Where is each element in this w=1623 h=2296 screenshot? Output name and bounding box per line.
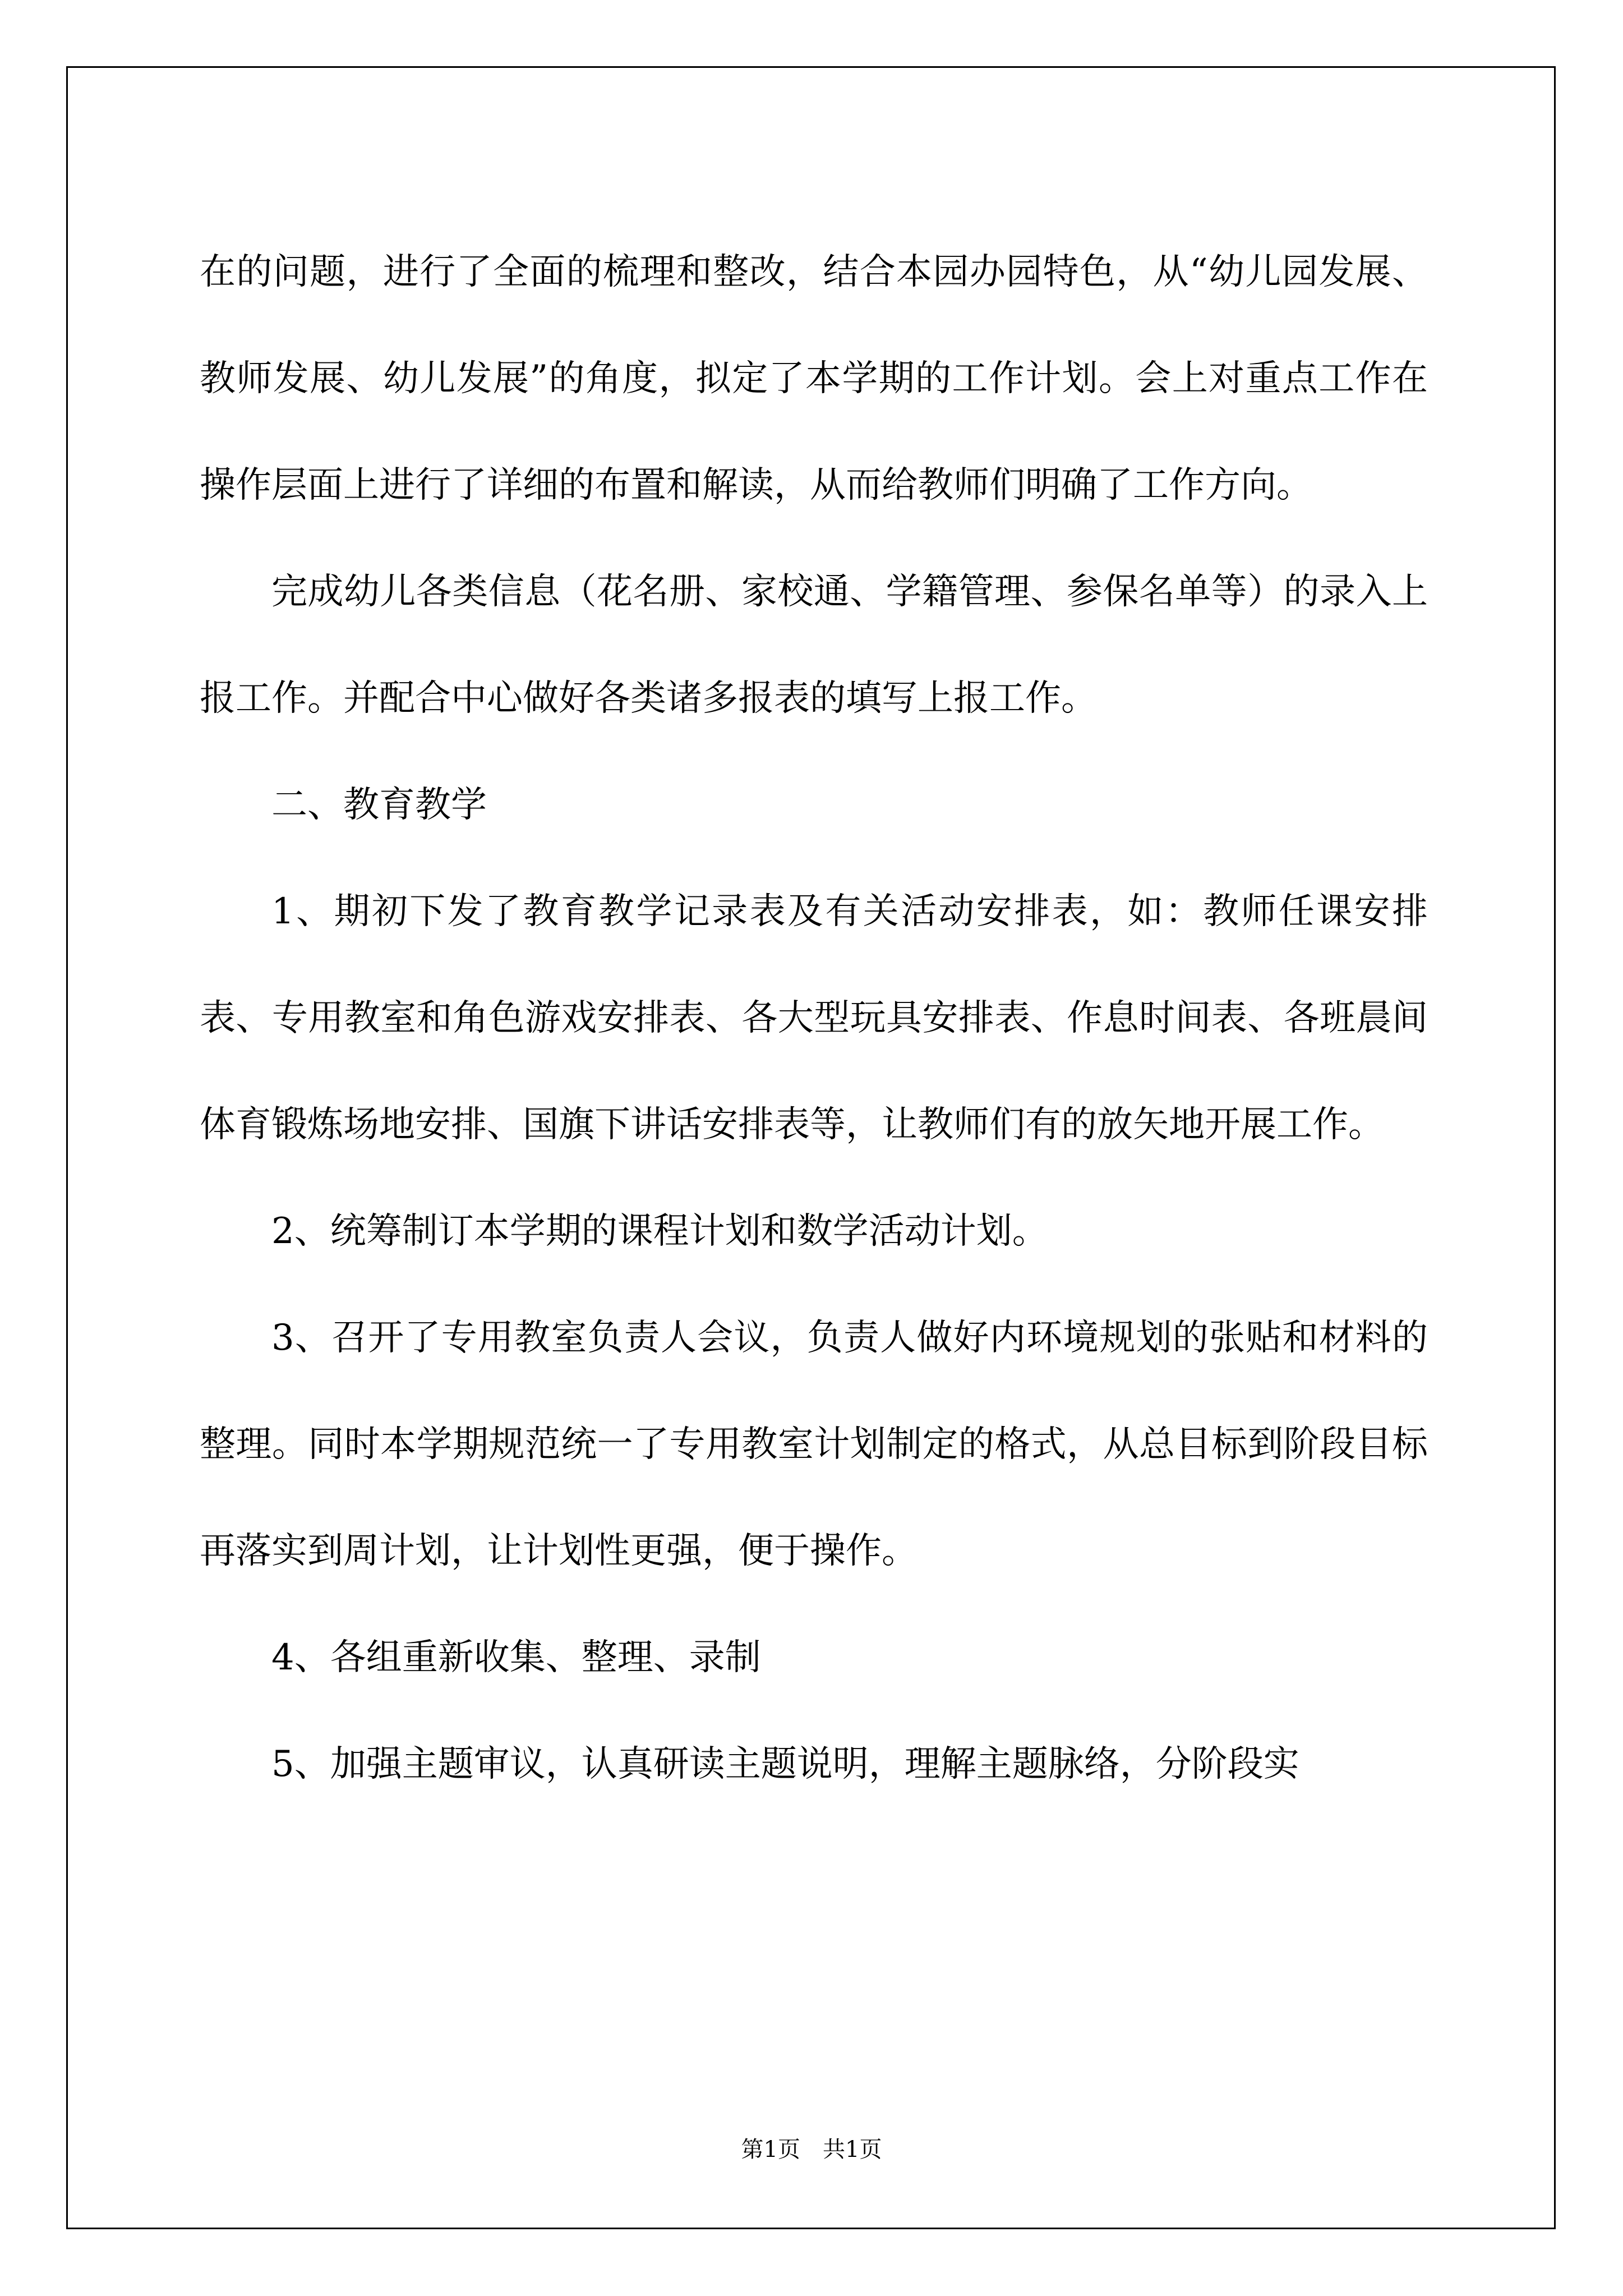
section-heading-education: 二、教育教学 (271, 784, 487, 826)
paragraph-info-entry: 完成幼儿各类信息（花名册、家校通、学籍管理、参保名单等）的录入上报工作。并配合中心做好各类诸多报表的填写上报工作。 (200, 571, 1428, 719)
paragraph-item-2: 2、统筹制订本学期的课程计划和数学活动计划。 (271, 1211, 1048, 1252)
paragraph-item-1: 1、期初下发了教育教学记录表及有关活动安排表，如：教师任课安排表、专用教室和角色游戏安排表、各大型玩具安排表、作息时间表、各班晨间体育锻炼场地安排、国旗下讲话安排表等，让教师们有的放矢地开展工作。 (200, 891, 1428, 1145)
document-body (200, 219, 1428, 1818)
paragraph-item-5: 5、加强主题审议，认真研读主题说明，理解主题脉络，分阶段实 (271, 1743, 1299, 1785)
paragraph-continuation: 在的问题，进行了全面的梳理和整改，结合本园办园特色，从“幼儿园发展、教师发展、幼儿发展”的角度，拟定了本学期的工作计划。会上对重点工作在操作层面上进行了详细的布置和解读，从而给教师们明确了工作方向。 (200, 251, 1428, 506)
page-number-footer: 第1页 共1页 (741, 2137, 882, 2162)
paragraph-item-3: 3、召开了专用教室负责人会议，负责人做好内环境规划的张贴和材料的整理。同时本学期规范统一了专用教室计划制定的格式，从总目标到阶段目标再落实到周计划，让计划性更强，便于操作。 (200, 1317, 1428, 1572)
paragraph-item-4: 4、各组重新收集、整理、录制 (271, 1637, 761, 1678)
